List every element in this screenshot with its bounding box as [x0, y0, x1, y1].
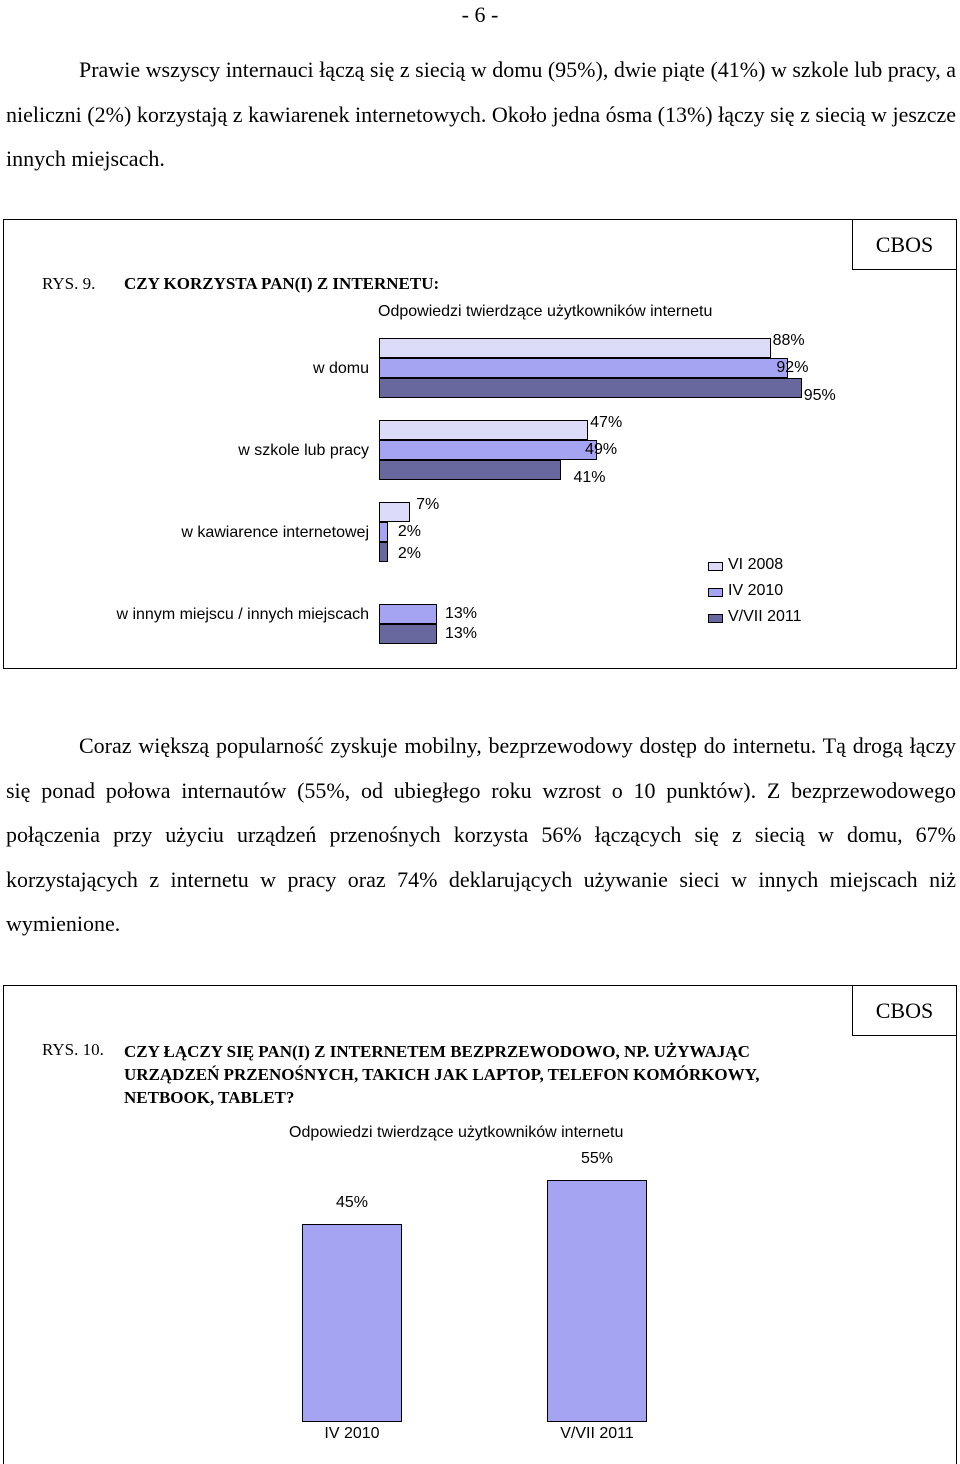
paragraph-intro-text: Prawie wszyscy internauci łączą się z siecią w domu (95%), dwie piąte (41%) w szkole lub pracy, a nieliczni (2%) korzystają z kawiarenek internetowych. Około jedna ósma (13%) łączy się z siecią w jeszcze innych miejscach.	[6, 57, 956, 171]
bar-value-label: 47%	[590, 414, 623, 431]
bar-value-label: 49%	[585, 441, 618, 458]
figure-10-number: RYS. 10.	[42, 1040, 104, 1059]
figure-9	[3, 219, 957, 669]
figure-10	[3, 985, 957, 1464]
figure-9-chart	[4, 220, 956, 668]
figure-10-subtitle: Odpowiedzi twierdzące użytkowników internetu	[289, 1124, 624, 1141]
bar-value-label: 45%	[335, 1194, 369, 1211]
cbos-source-box-2: CBOS	[852, 986, 956, 1036]
cbos-source-box: CBOS	[852, 220, 956, 270]
category-label: w kawiarence internetowej	[181, 524, 369, 541]
bar-value-label: 95%	[803, 387, 836, 404]
legend-label: IV 2010	[728, 582, 784, 599]
bar	[379, 604, 437, 624]
legend-label: V/VII 2011	[728, 608, 802, 625]
bar	[379, 440, 597, 460]
figure-9-title: CZY KORZYSTA PAN(I) Z INTERNETU:	[124, 274, 440, 293]
bar-value-label: 7%	[416, 496, 440, 513]
bar-value-label: 2%	[397, 545, 422, 562]
legend-label: VI 2008	[728, 556, 784, 573]
bar-value-label: 88%	[772, 332, 805, 349]
category-label: w domu	[312, 360, 369, 377]
bar-value-label: 2%	[397, 523, 422, 540]
bar	[379, 624, 437, 644]
bar	[379, 542, 388, 562]
figure-10-chart	[4, 986, 956, 1464]
page-number: - 6 -	[461, 2, 499, 27]
bar	[379, 502, 410, 522]
bar	[379, 358, 788, 378]
category-label: w szkole lub pracy	[238, 442, 369, 459]
figure-9-subtitle: Odpowiedzi twierdzące użytkowników internetu	[378, 303, 713, 320]
bar	[302, 1224, 402, 1422]
category-label: V/VII 2011	[560, 1425, 634, 1442]
legend-swatch	[708, 588, 723, 597]
bar-value-label: 13%	[445, 625, 478, 642]
bar-value-label: 41%	[573, 469, 606, 486]
figure-9-number: RYS. 9.	[42, 274, 96, 293]
bar-value-label: 92%	[776, 359, 809, 376]
bar-value-label: 13%	[445, 605, 478, 622]
category-label: IV 2010	[324, 1425, 380, 1442]
bar	[379, 378, 802, 398]
legend-swatch	[708, 614, 723, 623]
figure-10-title: CZY ŁĄCZY SIĘ PAN(I) Z INTERNETEM BEZPRZEWODOWO, NP. UŻYWAJĄC URZĄDZEŃ PRZENOŚNYCH, TAKICH JAK LAPTOP, TELEFON KOMÓRKOWY, NETBOOK, TABLET?	[124, 1042, 760, 1107]
category-label: w innym miejscu / innych miejscach	[116, 606, 369, 623]
bar	[547, 1180, 647, 1422]
paragraph-intro	[6, 48, 956, 182]
paragraph-wireless	[6, 724, 956, 947]
bar-value-label: 55%	[580, 1150, 614, 1167]
bar	[379, 420, 588, 440]
bar	[379, 460, 561, 480]
bar	[379, 522, 388, 542]
legend-swatch	[708, 562, 723, 571]
bar	[379, 338, 771, 358]
paragraph-wireless-text: Coraz większą popularność zyskuje mobilny, bezprzewodowy dostęp do internetu. Tą drogą łączy się ponad połowa internautów (55%, od ubiegłego roku wzrost o 10 punktów). Z bezprzewodowego połączenia przy użyciu urządzeń przenośnych korzysta 56% łączących się z siecią w domu, 67% korzystających z internetu w pracy oraz 74% deklarujących używanie sieci w innych miejscach niż wymienione.	[6, 733, 956, 936]
